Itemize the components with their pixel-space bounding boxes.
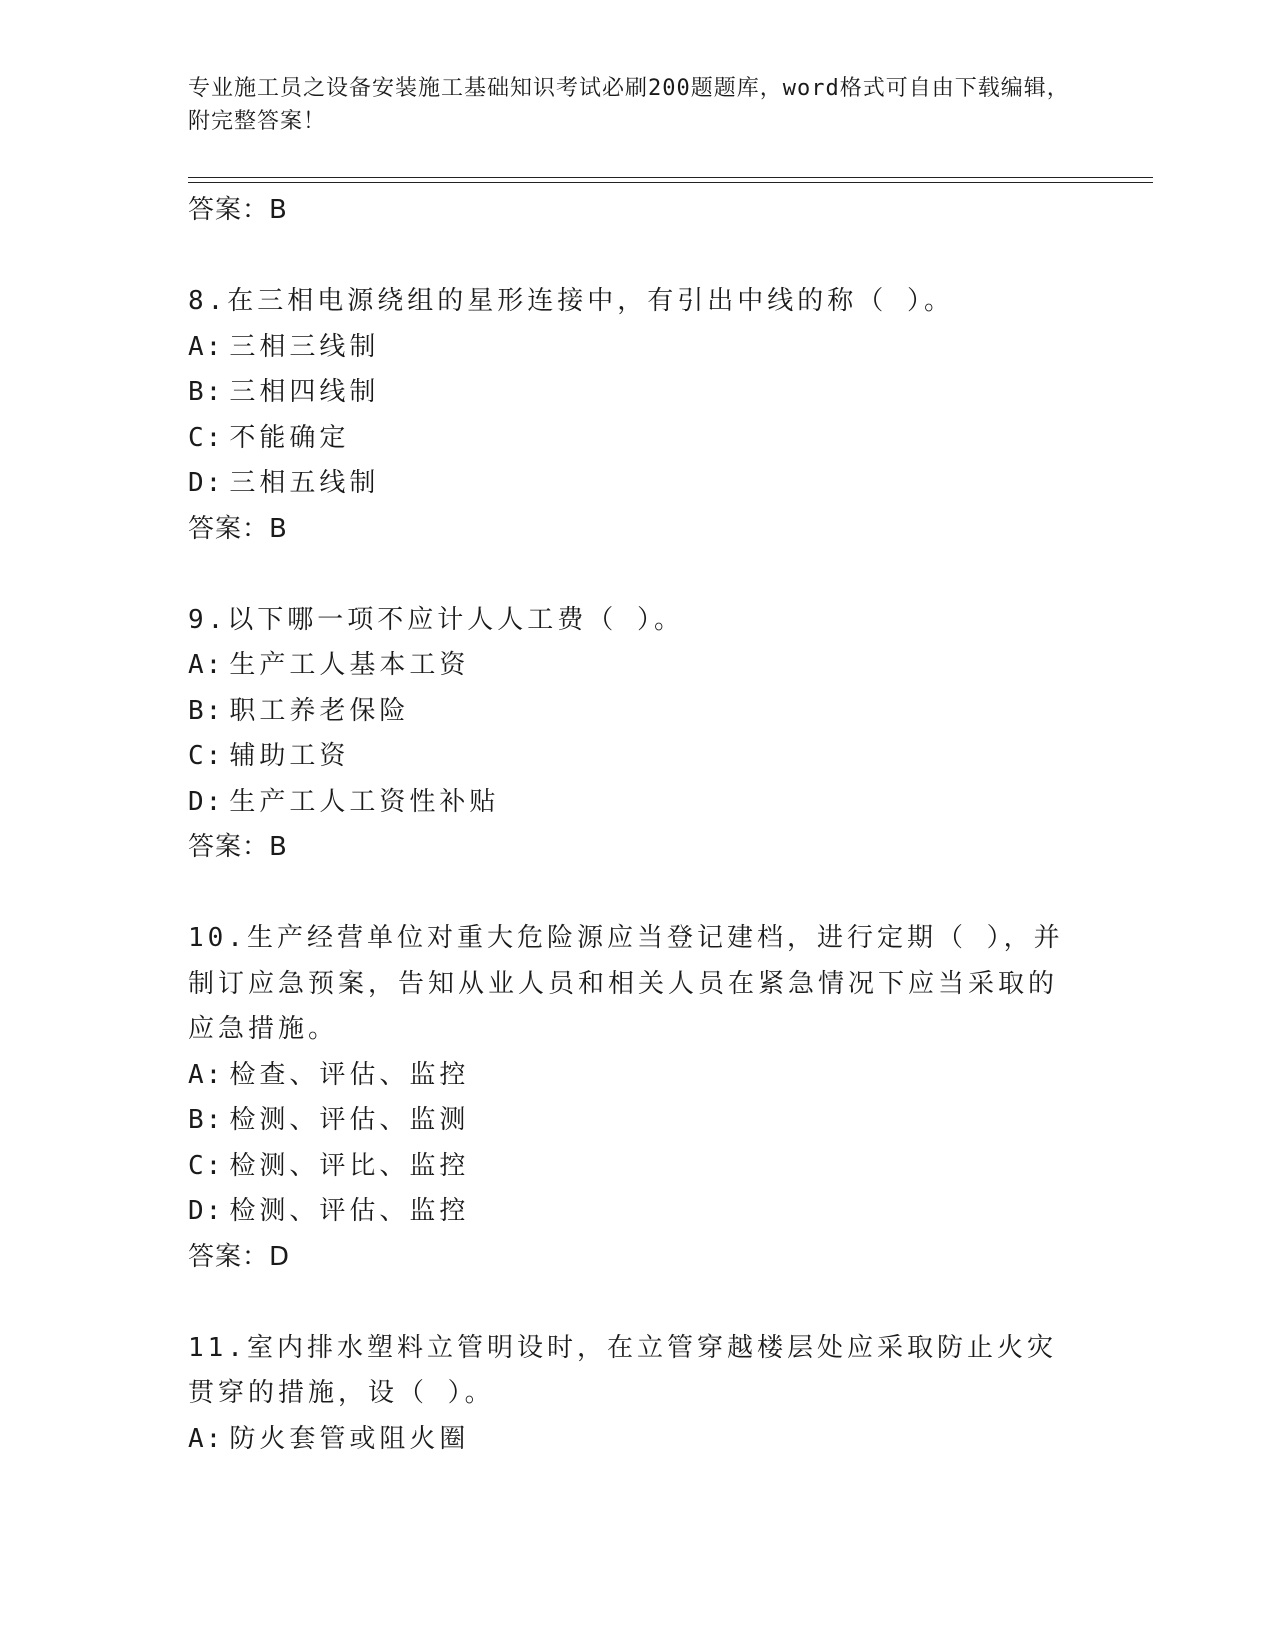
option-a: A: 防火套管或阻火圈 [188, 1423, 470, 1454]
option-c: C: 不能确定 [188, 422, 350, 453]
option-c: C: 辅助工资 [188, 741, 350, 771]
option-a: A: 三相三线制 [188, 331, 380, 362]
answer-line: 答案：D [188, 1241, 291, 1272]
answer-line: 答案：B [188, 195, 288, 225]
option-d: D: 检测、评估、监控 [188, 1196, 470, 1226]
option-a: A: 生产工人基本工资 [188, 650, 470, 680]
question-text: 11.室内排水塑料立管明设时，在立管穿越楼层处应采取防止火灾贯穿的措施，设（ ）。 [188, 1332, 1057, 1408]
answer-line: 答案：B [188, 832, 288, 862]
question-list [188, 188, 1088, 1462]
header-rule-bottom [188, 182, 1153, 183]
header-rule-top [188, 177, 1153, 178]
option-d: D: 生产工人工资性补贴 [188, 786, 500, 817]
answer-line: 答案：B [188, 513, 288, 544]
document-header: 专业施工员之设备安装施工基础知识考试必刷200题题库，word格式可自由下载编辑，附完整答案！ [188, 76, 1070, 134]
question-text: 10.生产经营单位对重大危险源应当登记建档，进行定期（ ），并制订应急预案，告知从业人员和相关人员在紧急情况下应当采取的应急措施。 [188, 923, 1064, 1044]
option-a: A: 检查、评估、监控 [188, 1059, 470, 1090]
option-b: B: 三相四线制 [188, 377, 380, 407]
option-c: C: 检测、评比、监控 [188, 1150, 470, 1181]
option-d: D: 三相五线制 [188, 468, 380, 498]
question-text: 8.在三相电源绕组的星形连接中，有引出中线的称（ ）。 [188, 286, 954, 316]
option-b: B: 职工养老保险 [188, 695, 410, 726]
question-text: 9.以下哪一项不应计人人工费（ ）。 [188, 604, 684, 635]
option-b: B: 检测、评估、监测 [188, 1105, 470, 1135]
